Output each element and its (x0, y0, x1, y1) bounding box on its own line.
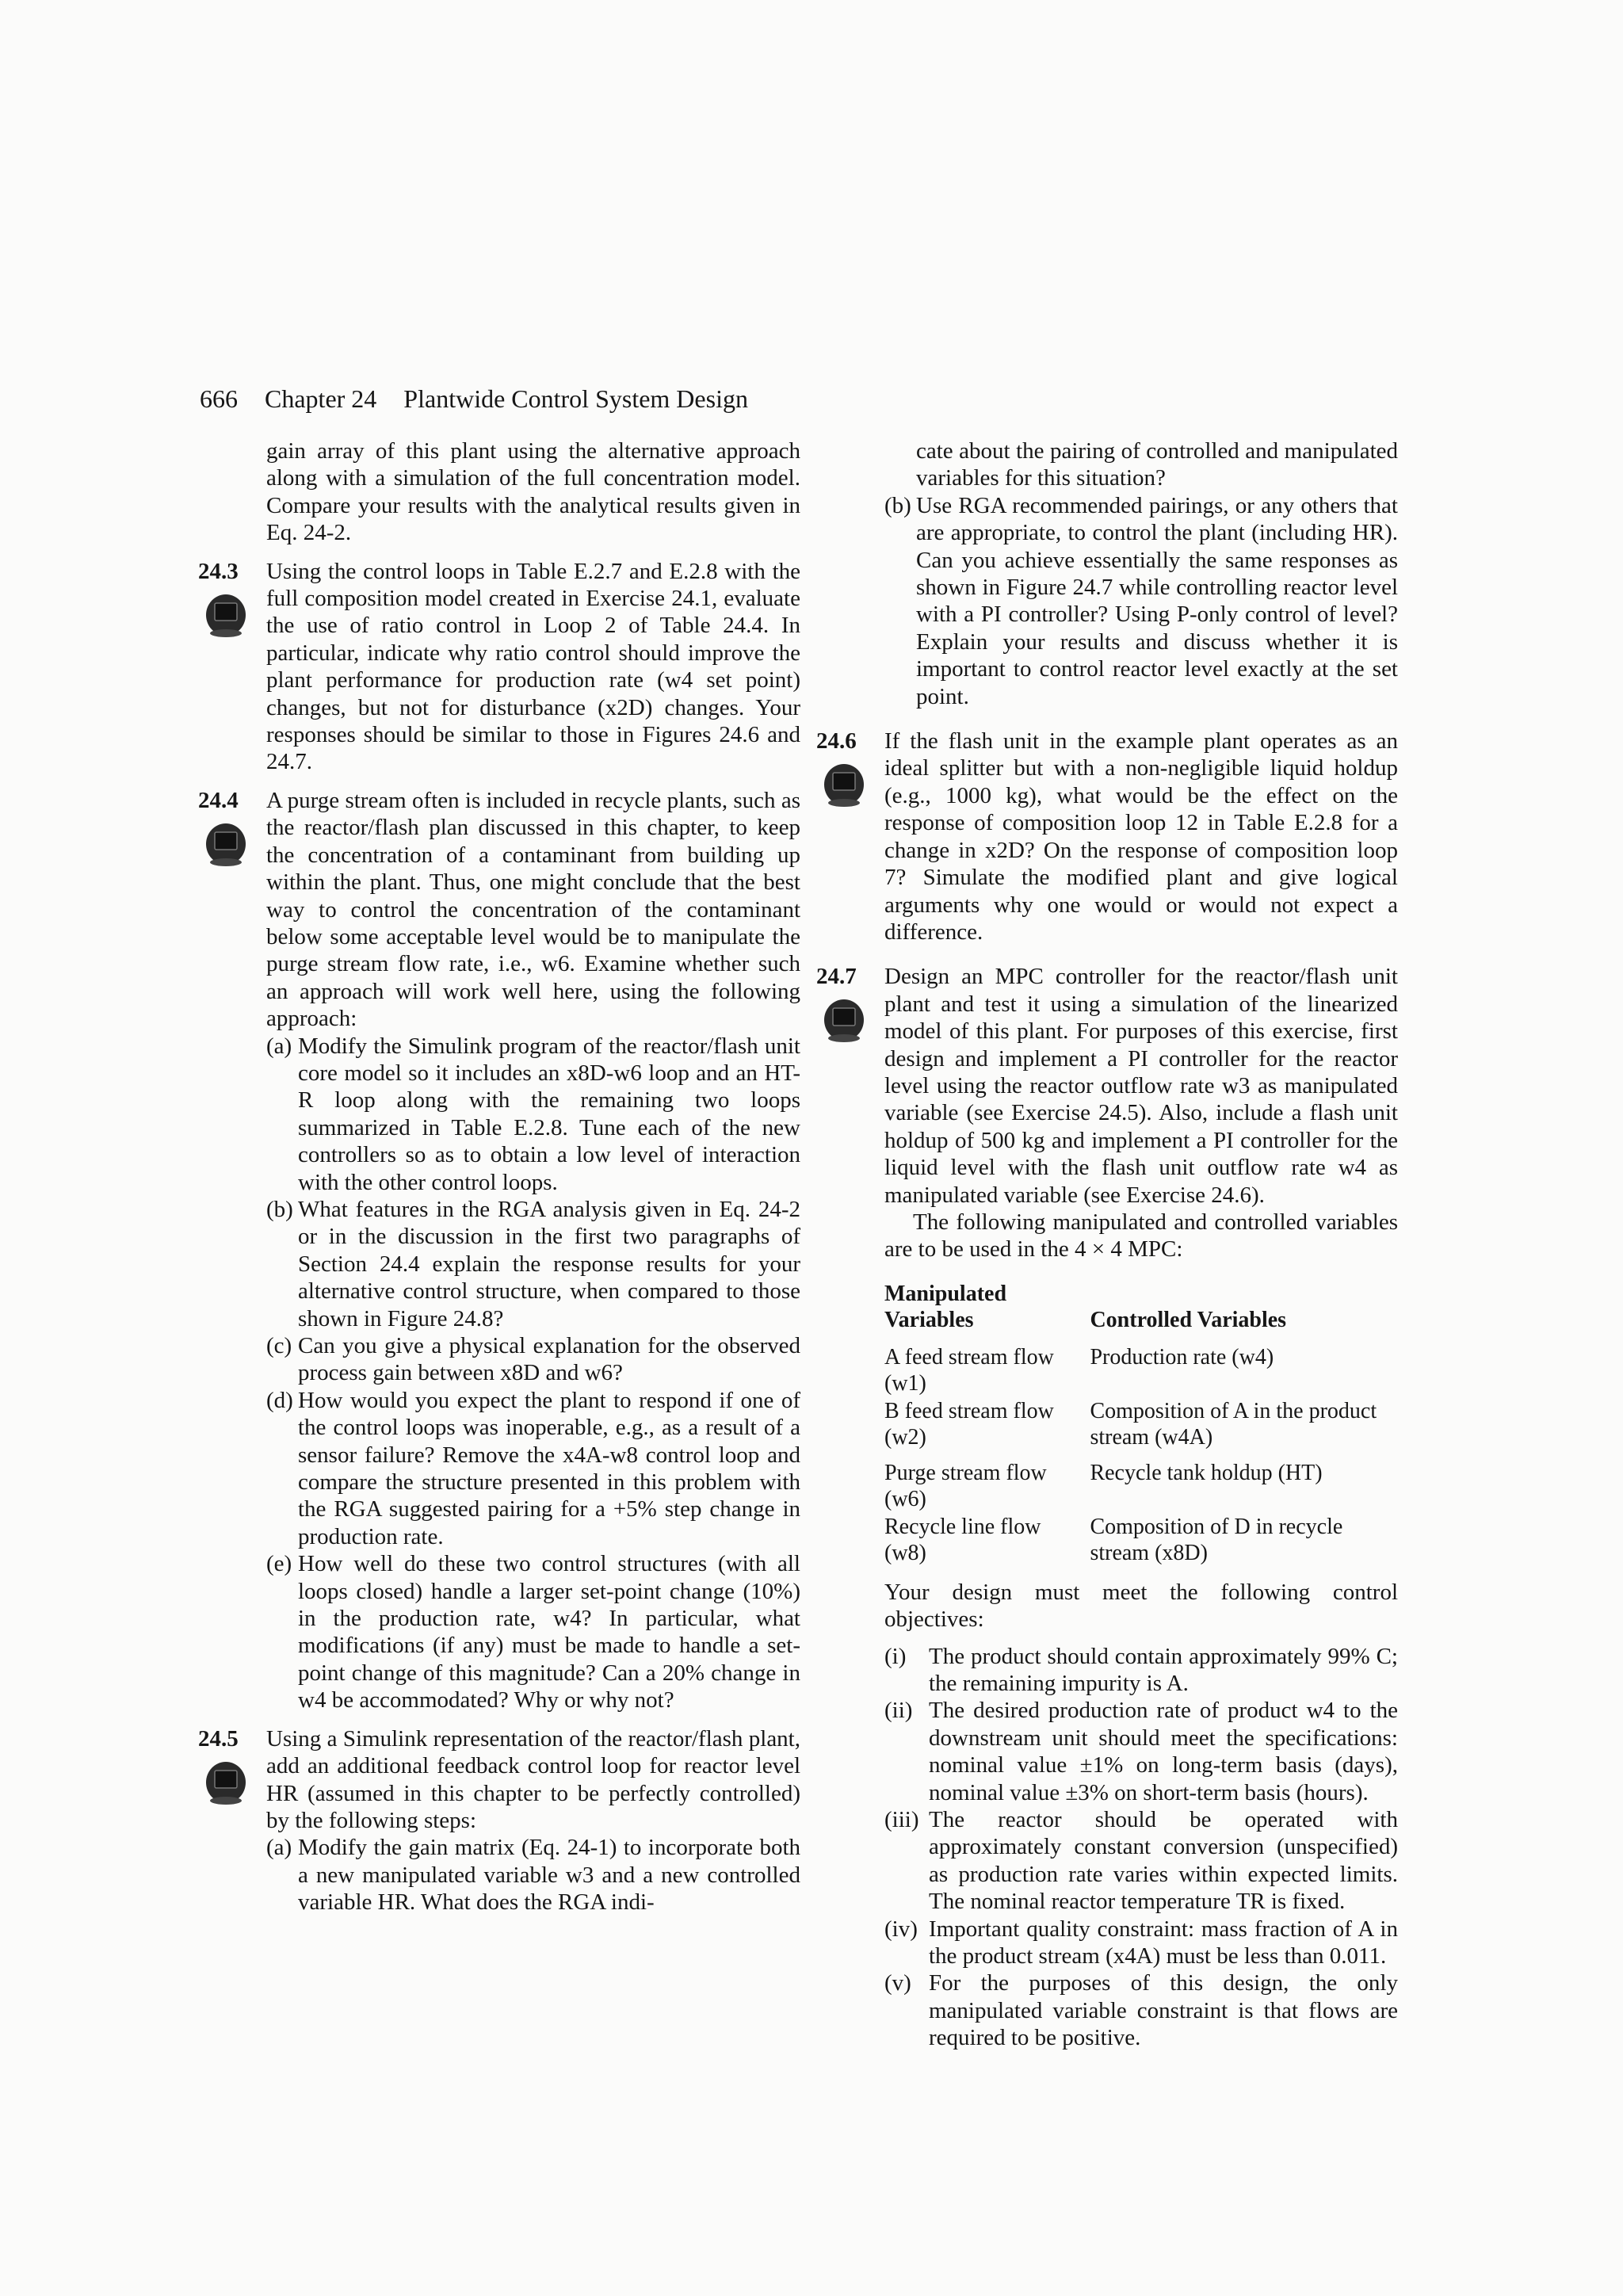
table-cell: B feed stream flow (w2) (884, 1398, 1054, 1450)
part-text: How would you expect the plant to respond if one of the control loops was inoperable, e.g., as a result of a sensor failure? Remove the x4A-w8 control loop and compare the structure presented in this problem with the RGA suggested pairing for a +5% step change in production rate. (298, 1387, 800, 1549)
objectives-intro: Your design must meet the following control objectives: (884, 1579, 1398, 1633)
objective-label: (iv) (884, 1916, 918, 1942)
exercise-part (266, 1033, 800, 1196)
exercise-followup: The following manipulated and controlled variables are to be used in the 4 × 4 MPC: (884, 1209, 1398, 1263)
table-cell: Recycle line flow (w8) (884, 1514, 1041, 1565)
part-label: (d) (266, 1387, 293, 1413)
exercise-part (266, 1834, 800, 1916)
exercise-number: 24.6 (816, 728, 857, 755)
objective-text: The reactor should be operated with approximately constant conversion (unspecified) as production rate varies within expected limits. The nominal reactor temperature TR is fixed. (929, 1807, 1398, 1915)
objective-label: (v) (884, 1970, 911, 1996)
objective-text: Important quality constraint: mass fraction of A in the product stream (x4A) must be less than 0.011. (929, 1916, 1398, 1969)
chapter-label: Chapter 24 (265, 384, 377, 413)
table-cell: Production rate (w4) (1090, 1344, 1274, 1370)
computer-icon (823, 762, 865, 808)
table-header: Controlled Variables (1090, 1307, 1287, 1332)
computer-icon (204, 1760, 247, 1806)
exercise-number: 24.3 (198, 558, 239, 584)
objective-item (884, 1916, 1398, 1970)
exercise-24-3 (198, 558, 800, 776)
table-row (884, 1514, 1398, 1568)
objective-label: (ii) (884, 1698, 913, 1724)
exercise-text: Using a Simulink representation of the reactor/flash plant, add an additional feedback control loop for reactor level HR (assumed in this chapter to be perfectly controlled) by the following steps: (266, 1725, 800, 1833)
table-row (884, 1398, 1398, 1460)
table-row (884, 1460, 1398, 1514)
part-text: Modify the Simulink program of the reactor/flash unit core model so it includes an x8D-w6 loop and an HT-R loop along with the remaining two loops summarized in Table E.2.8. Tune each of the new controllers so as to obtain a low level of interaction with the other control loops. (298, 1033, 800, 1195)
objective-item (884, 1969, 1398, 2051)
exercise-text: A purge stream often is included in recycle plants, such as the reactor/flash plan discussed in this chapter, to keep the concentration of a contaminant from building up within the plant. Thus, one might conclude that the best way to control the concentration of the contaminant below some acceptable level would be to manipulate the purge stream flow rate, i.e., w6. Examine whether such an approach will work well here, using the following approach: (266, 787, 800, 1032)
part-label: (a) (266, 1835, 292, 1861)
table-header: Manipulated Variables (884, 1281, 1007, 1332)
chapter-title: Plantwide Control System Design (403, 384, 748, 413)
variables-table (884, 1281, 1398, 1568)
part-label: (a) (266, 1033, 292, 1059)
objective-item (884, 1697, 1398, 1806)
objective-text: The desired production rate of product w4 to the downstream unit should meet the specifications: nominal value ±1% on long-term basis (days), nominal value ±3% on short-term basis (hours). (929, 1698, 1398, 1805)
table-cell: Composition of A in the product stream (w4A) (1090, 1398, 1377, 1450)
part-label: (c) (266, 1333, 292, 1358)
exercise-24-5 (198, 1725, 800, 1916)
exercise-part (266, 1387, 800, 1550)
table-row (884, 1344, 1398, 1398)
objective-label: (i) (884, 1643, 907, 1669)
continued-part (884, 437, 1398, 492)
continued-text: cate about the pairing of controlled and manipulated variables for this situation? (916, 438, 1398, 491)
computer-icon (204, 593, 247, 639)
part-text: Modify the gain matrix (Eq. 24-1) to incorporate both a new manipulated variable w3 and a new controlled variable HR. What does the RGA indi- (298, 1835, 800, 1916)
objective-item (884, 1806, 1398, 1916)
computer-icon (204, 822, 247, 868)
continued-text: gain array of this plant using the alternative approach along with a simulation of the full concentration model. Compare your results with the analytical results given in Eq. 24-2. (266, 438, 800, 546)
exercise-part (266, 1550, 800, 1713)
exercise-text: Using the control loops in Table E.2.7 and E.2.8 with the full composition model created in Exercise 24.1, evaluate the use of ratio control in Loop 2 of Table 24.4. In particular, indicate why ratio control should improve the plant performance for production rate (w4 set point) changes, but not for disturbance (x2D) changes. Your responses should be similar to those in Figures 24.6 and 24.7. (266, 558, 800, 775)
objective-label: (iii) (884, 1807, 919, 1833)
objective-item (884, 1643, 1398, 1698)
exercise-number: 24.7 (816, 964, 857, 990)
exercise-24-4 (198, 787, 800, 1714)
running-header (200, 384, 1404, 414)
table-header-row (884, 1281, 1398, 1344)
objective-text: The product should contain approximately 99% C; the remaining impurity is A. (929, 1643, 1398, 1696)
exercise-number: 24.5 (198, 1725, 239, 1752)
table-cell: Composition of D in recycle stream (x8D) (1090, 1514, 1343, 1565)
exercise-part (266, 1196, 800, 1332)
exercise-24-6 (816, 728, 1398, 946)
page-number: 666 (200, 384, 238, 413)
left-column (198, 437, 800, 1916)
part-label: (b) (884, 492, 911, 518)
exercise-part (266, 1332, 800, 1387)
exercise-text: Design an MPC controller for the reactor/flash unit plant and test it using a simulation of the linearized model of this plant. For purposes of this exercise, first design and implement a PI controller for the reactor level using the reactor outflow rate w3 as manipulated variable (see Exercise 24.5). Also, include a flash unit holdup of 500 kg and implement a PI controller for the liquid level with the flash unit outflow rate w4 as manipulated variable (see Exercise 24.6). (884, 964, 1398, 1208)
table-cell: A feed stream flow (w1) (884, 1344, 1054, 1396)
table-cell: Recycle tank holdup (HT) (1090, 1460, 1323, 1485)
part-text: How well do these two control structures (with all loops closed) handle a larger set-point change (10%) in the production rate, w4? In particular, what modifications (if any) must be made to handle a set-point change of this magnitude? Can a 20% change in w4 be accommodated? Why or why not? (298, 1551, 800, 1713)
exercise-part (884, 492, 1398, 710)
part-text: Use RGA recommended pairings, or any others that are appropriate, to control the plant (including HR). Can you achieve essentially the same responses as shown in Figure 24.7 while controlling reactor level with a PI controller? Using P-only control of level? Explain your results and discuss whether it is important to control reactor level exactly at the set point. (916, 492, 1398, 709)
right-column (816, 437, 1398, 2052)
exercise-number: 24.4 (198, 787, 239, 813)
exercise-text: If the flash unit in the example plant operates as an ideal splitter but with a non-negligible liquid holdup (e.g., 1000 kg), what would be the effect on the response of composition loop 12 in Table E.2.8 for a change in x2D? On the response of composition loop 7? Simulate the modified plant and give logical arguments why one would or would not expect a difference. (884, 728, 1398, 945)
part-text: What features in the RGA analysis given in Eq. 24-2 or in the discussion in the first two paragraphs of Section 24.4 explain the response results for your alternative control structure, when compared to those shown in Figure 24.8? (298, 1196, 800, 1331)
objective-text: For the purposes of this design, the only manipulated variable constraint is that flows are required to be positive. (929, 1970, 1398, 2051)
computer-icon (823, 998, 865, 1044)
part-text: Can you give a physical explanation for the observed process gain between x8D and w6? (298, 1333, 800, 1386)
table-cell: Purge stream flow (w6) (884, 1460, 1047, 1511)
part-label: (b) (266, 1196, 293, 1222)
exercise-24-7 (816, 963, 1398, 1209)
part-label: (e) (266, 1551, 292, 1577)
